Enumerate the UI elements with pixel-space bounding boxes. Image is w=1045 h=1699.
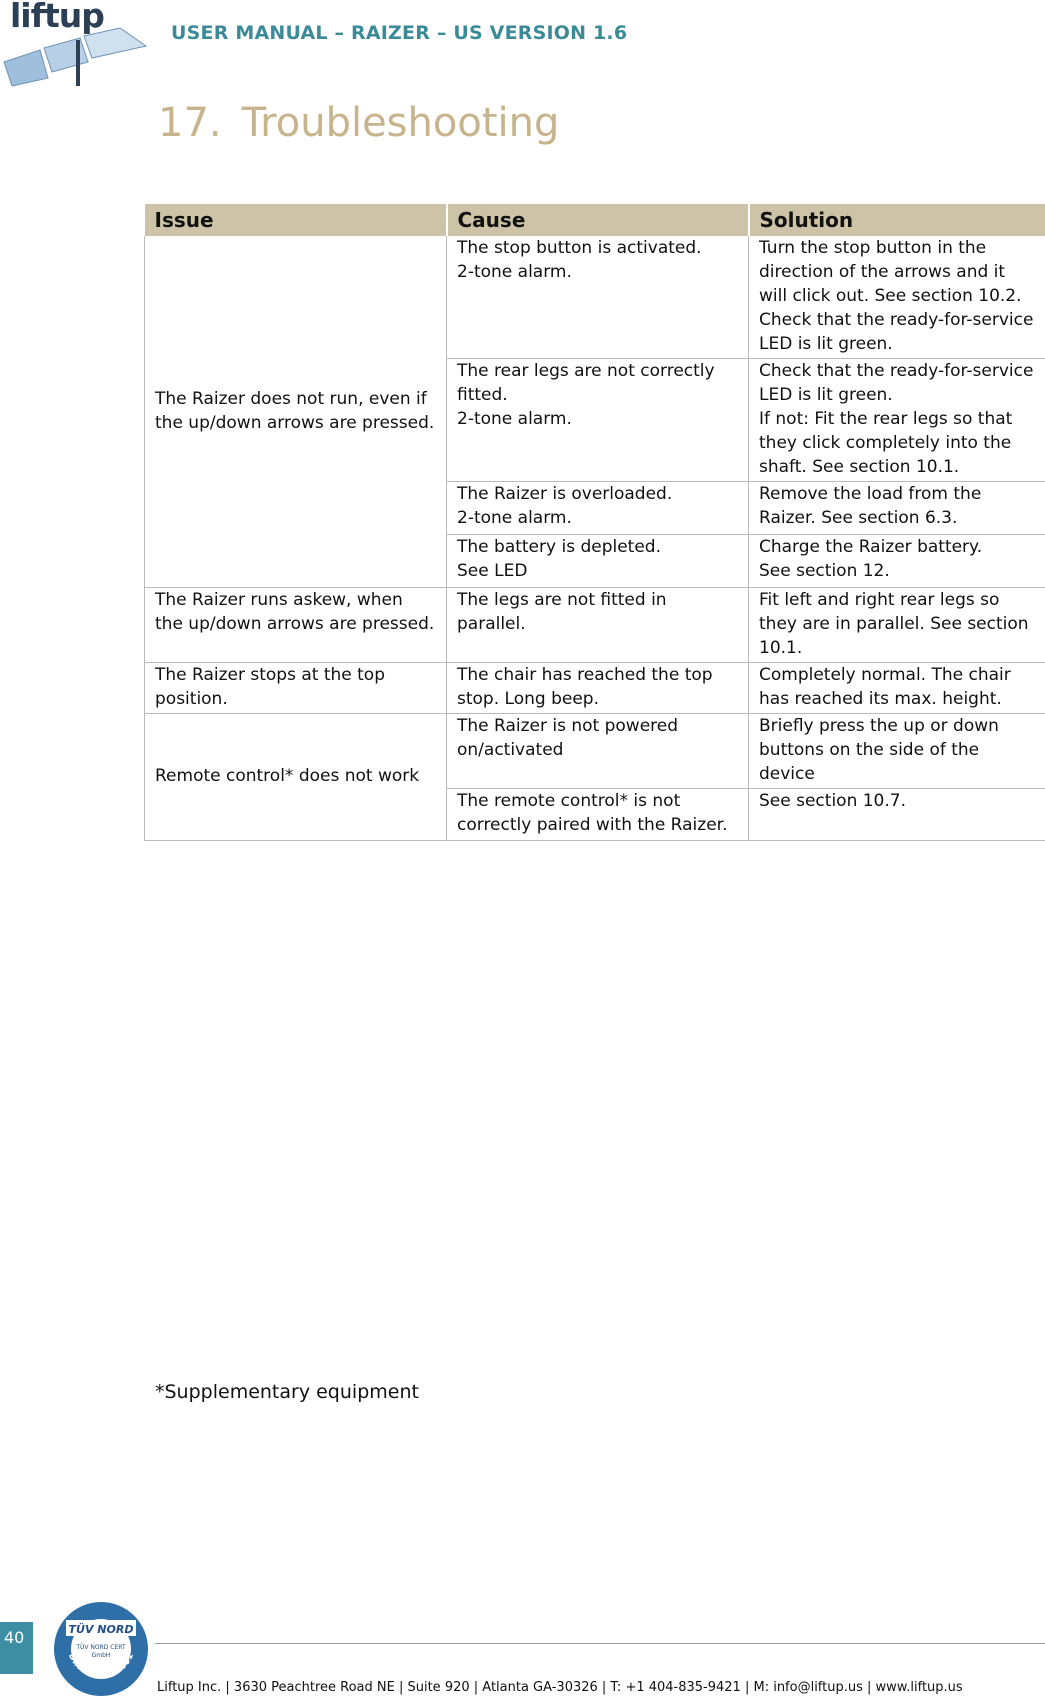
solution-cell: Turn the stop button in the direction of the arrows and it will click out. See section 10.2. Check that the ready-for-service LED is lit green. <box>749 236 1045 359</box>
footnote: *Supplementary equipment <box>155 1381 419 1403</box>
logo-wordmark: liftup <box>10 0 104 35</box>
footer-contact: Liftup Inc. | 3630 Peachtree Road NE | Suite 920 | Atlanta GA-30326 | T: +1 404-835-9421 | M: info@liftup.us | www.liftup.us <box>157 1680 963 1695</box>
cause-cell: The remote control* is not correctly paired with the Raizer. <box>447 789 749 841</box>
cause-cell: The chair has reached the top stop. Long beep. <box>447 663 749 714</box>
issue-cell: The Raizer runs askew, when the up/down arrows are pressed. <box>145 588 447 663</box>
section-number: 17. <box>158 100 222 146</box>
issue-cell: The Raizer does not run, even if the up/down arrows are pressed. <box>145 236 447 588</box>
cert-mid-text-2: GmbH <box>91 1652 111 1659</box>
solution-cell: See section 10.7. <box>749 789 1045 841</box>
cert-top-text: TÜV NORD <box>68 1623 134 1636</box>
solution-cell: Briefly press the up or down buttons on the side of the device <box>749 714 1045 789</box>
cause-cell: The Raizer is overloaded. 2-tone alarm. <box>447 482 749 535</box>
solution-cell: Completely normal. The chair has reached its max. height. <box>749 663 1045 714</box>
cause-cell: The battery is depleted. See LED <box>447 535 749 588</box>
issue-cell: Remote control* does not work <box>145 714 447 841</box>
tuv-certification-seal-icon <box>52 1600 150 1698</box>
cause-cell: The stop button is activated. 2-tone alarm. <box>447 236 749 359</box>
header-solution: Solution <box>749 204 1045 236</box>
cause-cell: The legs are not fitted in parallel. <box>447 588 749 663</box>
table-row <box>145 663 1045 714</box>
solution-cell: Remove the load from the Raizer. See section 6.3. <box>749 482 1045 535</box>
table-row <box>145 588 1045 663</box>
solution-cell: Fit left and right rear legs so they are in parallel. See section 10.1. <box>749 588 1045 663</box>
liftup-logo <box>0 0 150 90</box>
cause-cell: The Raizer is not powered on/activated <box>447 714 749 789</box>
troubleshooting-table <box>144 204 1045 841</box>
cause-cell: The rear legs are not correctly fitted. 2-tone alarm. <box>447 359 749 482</box>
footer-divider <box>155 1643 1045 1644</box>
header-issue: Issue <box>145 204 447 236</box>
solution-cell: Check that the ready-for-service LED is lit green. If not: Fit the rear legs so that they click completely into the shaft. See section 10.1. <box>749 359 1045 482</box>
table-header-row <box>145 204 1045 236</box>
cert-ring-text: DIN EN ISO 9001 <box>65 1651 137 1681</box>
table-row <box>145 236 1045 359</box>
section-heading: Troubleshooting <box>241 100 560 146</box>
manual-title: USER MANUAL – RAIZER – US VERSION 1.6 <box>171 22 628 44</box>
header-cause: Cause <box>447 204 749 236</box>
issue-cell: The Raizer stops at the top position. <box>145 663 447 714</box>
table-row <box>145 714 1045 789</box>
solution-cell: Charge the Raizer battery. See section 12. <box>749 535 1045 588</box>
cert-mid-text-1: TÜV NORD CERT <box>76 1644 126 1651</box>
page-number: 40 <box>4 1628 25 1647</box>
section-title <box>158 100 559 146</box>
